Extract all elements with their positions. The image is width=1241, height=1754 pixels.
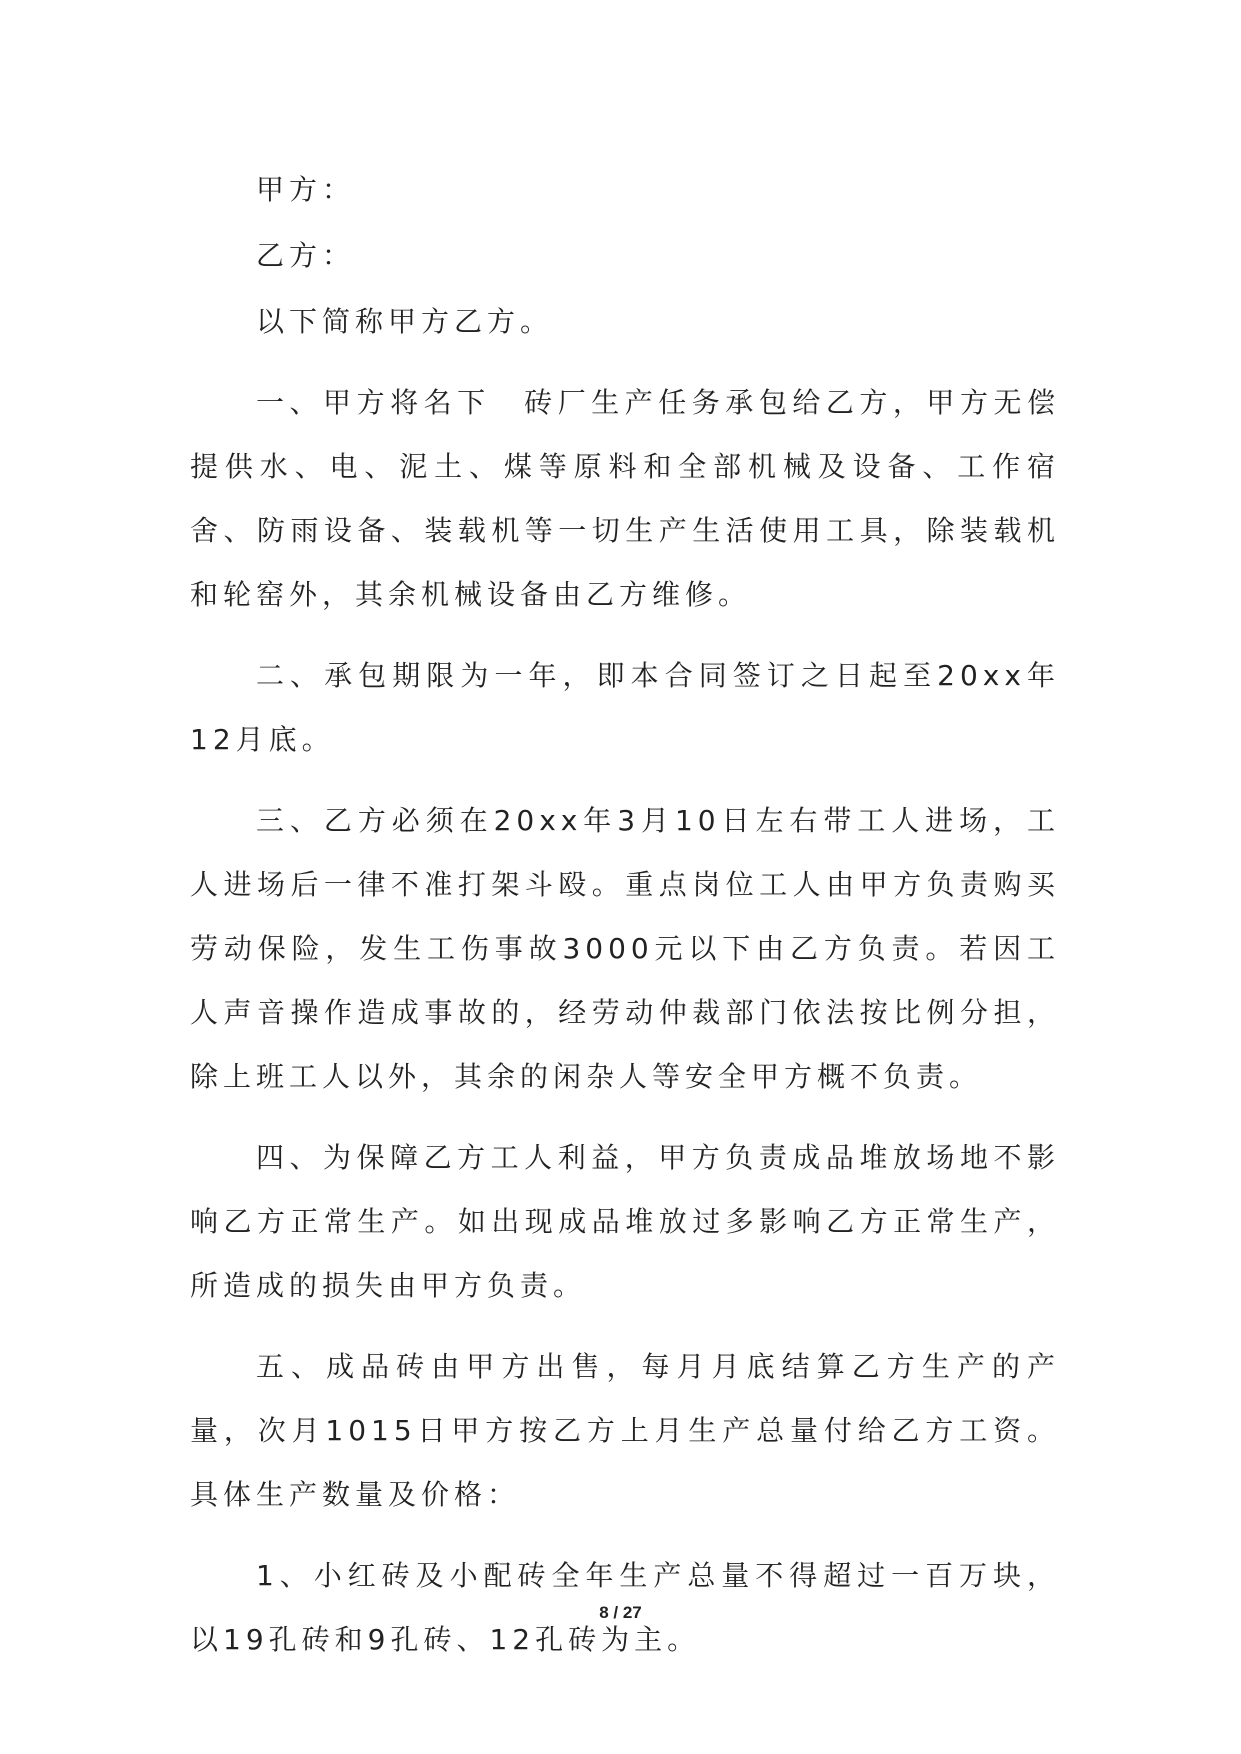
clause-1: 一、甲方将名下 砖厂生产任务承包给乙方，甲方无偿提供水、电、泥土、煤等原料和全部机械及设备、工作宿舍、防雨设备、装载机等一切生产生活使用工具，除装载机和轮窑外，其余机械设备由乙方维修。 (190, 386, 1060, 611)
abbreviation-note: 以下简称甲方乙方。 (256, 305, 554, 338)
page-number: 8 / 27 (599, 1603, 642, 1622)
clause-3: 三、乙方必须在20xx年3月10日左右带工人进场，工人进场后一律不准打架斗殴。重点岗位工人由甲方负责购买劳动保险，发生工伤事故3000元以下由乙方负责。若因工人声音操作造成事故的，经劳动仲裁部门依法按比例分担，除上班工人以外，其余的闲杂人等安全甲方概不负责。 (190, 804, 1060, 1093)
clause-5: 五、成品砖由甲方出售，每月月底结算乙方生产的产量，次月1015日甲方按乙方上月生产总量付给乙方工资。具体生产数量及价格： (190, 1350, 1060, 1511)
clause-4: 四、为保障乙方工人利益，甲方负责成品堆放场地不影响乙方正常生产。如出现成品堆放过多影响乙方正常生产，所造成的损失由甲方负责。 (190, 1141, 1060, 1302)
document-body (190, 158, 1060, 1689)
clause-5-item-1: 1、小红砖及小配砖全年生产总量不得超过一百万块，以19孔砖和9孔砖、12孔砖为主。 (190, 1559, 1060, 1656)
party-b-line: 乙方： (256, 239, 356, 272)
clause-2: 二、承包期限为一年，即本合同签订之日起至20xx年12月底。 (190, 659, 1060, 756)
party-a-line: 甲方： (256, 173, 356, 206)
